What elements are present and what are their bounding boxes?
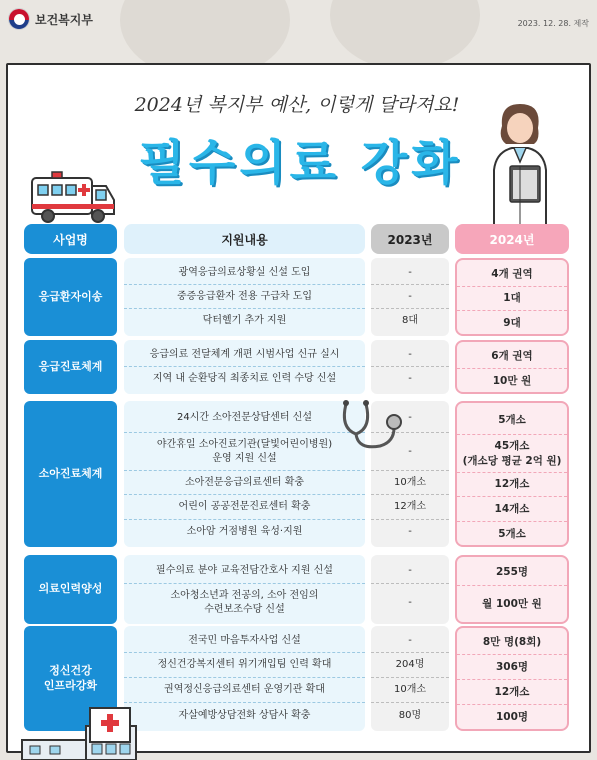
value-2023-cell: - [371,343,449,367]
support-content-column [124,258,365,336]
support-content-column [124,555,365,624]
value-2024-cell: 9대 [503,316,521,329]
value-2024-cell: 5개소 [457,406,567,435]
value-2024-cell: 100명 [495,711,529,724]
value-2024-cell: 8만 명(8회) [457,631,567,655]
support-content-column [124,626,365,731]
value-2023-column [371,555,449,624]
value-2023-cell: - [371,558,449,584]
value-2024-cell: 5개소 [498,527,526,540]
value-2023-cell: 8대 [401,315,419,327]
value-2024-cell: 6개 권역 [457,345,567,369]
ministry-logo-icon [8,8,30,30]
table-group [24,340,569,394]
value-2024-cell: 4개 권역 [457,263,567,287]
doctor-icon [480,100,560,225]
support-content-cell: 정신건강복지센터 위기개입팀 인력 확대 [124,653,365,678]
value-2023-cell: 12개소 [371,495,449,520]
production-date: 2023. 12. 28. 제작 [517,19,589,28]
table-group [24,555,569,624]
header-content: 지원내용 [124,224,365,254]
value-2024-cell: 12개소 [457,680,567,705]
support-content-cell: 자살예방상담전화 상담사 확충 [178,709,311,721]
value-2024-column [455,401,569,547]
subtitle: 2024년 복지부 예산, 이렇게 달라져요! [134,94,460,116]
value-2024-cell: 10만 원 [492,374,532,387]
value-2024-cell: 14개소 [457,497,567,522]
value-2023-column [371,340,449,394]
support-content-cell: 응급의료 전달체계 개편 시범사업 신규 실시 [124,343,365,367]
header-2023: 2023년 [371,224,449,254]
value-2024-column [455,258,569,336]
value-2023-cell: - [371,285,449,309]
support-content-cell: 전국민 마음투자사업 신설 [124,629,365,653]
support-content-cell: 소아전문응급의료센터 확충 [124,471,365,495]
value-2024-column [455,555,569,624]
value-2024-cell: 1대 [457,287,567,311]
table-group [24,401,569,547]
support-content-column [124,401,365,547]
value-2024-cell: 12개소 [457,473,567,497]
support-content-cell: 권역정신응급의료센터 운영기관 확대 [124,678,365,703]
value-2023-cell: - [371,404,449,433]
header-category: 사업명 [24,224,117,254]
background-shape [330,0,480,70]
value-2023-cell: - [371,629,449,653]
ministry-name: 보건복지부 [35,13,93,27]
table-group [24,258,569,336]
stethoscope-icon [336,398,406,456]
value-2023-cell: 10개소 [371,678,449,703]
category-label: 정신건강 인프라강화 [24,626,117,731]
category-label: 의료인력양성 [24,555,117,624]
support-content-cell: 소아암 거점병원 육성·지원 [186,526,303,538]
value-2023-cell: 80명 [398,709,422,721]
category-label: 소아진료체계 [24,401,117,547]
category-label: 응급환자이송 [24,258,117,336]
category-label: 응급진료체계 [24,340,117,394]
value-2023-cell: 10개소 [371,471,449,495]
support-content-cell: 24시간 소아전문상담센터 신설 [124,404,365,433]
support-content-cell: 닥터헬기 추가 지원 [202,315,287,327]
value-2024-column [455,340,569,394]
value-2023-column [371,258,449,336]
value-2024-cell: 45개소 (개소당 평균 2억 원) [457,435,567,473]
support-content-cell: 야간휴일 소아진료기관(달빛어린이병원) 운영 지원 신설 [124,433,365,471]
value-2023-cell: - [408,526,412,538]
value-2024-cell: 255명 [457,560,567,586]
support-content-cell: 소아청소년과 전공의, 소아 전임의 수련보조수당 신설 [170,590,319,615]
header-2024: 2024년 [455,224,569,254]
value-2024-column [455,626,569,731]
value-2024-cell: 월 100만 원 [482,598,542,611]
value-2023-cell: - [371,433,449,471]
value-2023-column [371,626,449,731]
support-content-column [124,340,365,394]
hospital-icon [20,706,140,760]
support-content-cell: 지역 내 순환당직 최종치료 인력 수당 신설 [152,373,337,385]
support-content-cell: 필수의료 분야 교육전담간호사 지원 신설 [124,558,365,584]
value-2024-cell: 306명 [457,655,567,680]
top-bar [0,0,597,52]
page-title: 필수의료 강화 [138,135,462,191]
ambulance-icon [30,168,116,224]
value-2023-cell: - [371,261,449,285]
value-2023-cell: - [408,596,412,608]
value-2023-cell: - [408,373,412,385]
value-2023-cell: 204명 [371,653,449,678]
support-content-cell: 어린이 공공전문진료센터 확충 [124,495,365,520]
support-content-cell: 광역응급의료상황실 신설 도입 [124,261,365,285]
support-content-cell: 중증응급환자 전용 구급차 도입 [124,285,365,309]
